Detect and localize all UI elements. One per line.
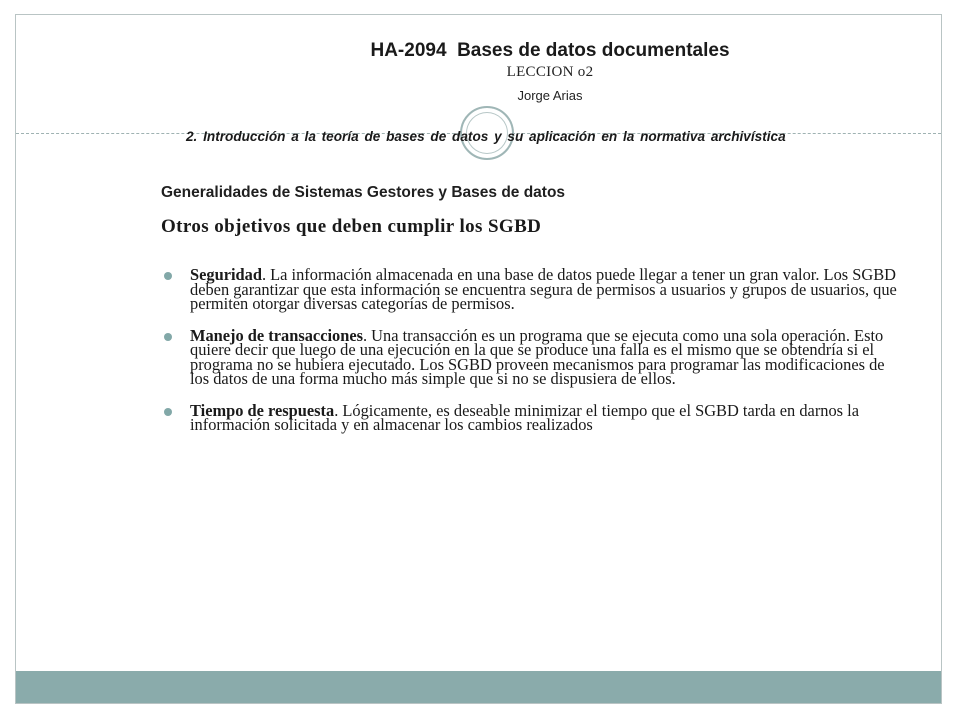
- bullet-term: Seguridad: [190, 265, 262, 284]
- bullet-term: Manejo de transacciones: [190, 325, 363, 345]
- list-item: [162, 265, 907, 313]
- bullet-list: [162, 265, 907, 450]
- bullet-text: . Lógicamente, es deseable minimizar el tiempo que el SGBD tarda en darnos la información solicitada y en almacenar los cambios realizados: [190, 400, 859, 434]
- footer-band: [16, 671, 941, 703]
- list-item: [162, 325, 907, 388]
- bullet-term: Tiempo de respuesta: [190, 400, 335, 420]
- bullet-icon: [164, 333, 172, 341]
- bullet-text: . La información almacenada en una base de datos puede llegar a tener un gran valor. Los SGBD deben garantizar que esta información se encuentra segura de permisos a usuarios y grupos de usuarios, que permiten otorgar diversas categorías de permisos.: [190, 265, 897, 313]
- section-title: Generalidades de Sistemas Gestores y Bases de datos: [161, 184, 566, 201]
- content-heading: Otros objetivos que deben cumplir los SGBD: [161, 216, 542, 237]
- bullet-text: . Una transacción es un programa que se ejecuta como una sola operación. Esto quiere decir que luego de una ejecución en la que se produce una falla es el mismo que se obtendría si el programa no se hubiera ejecutado. Los SGBD proveen mecanismos para programar las modificaciones de los datos de una forma mucho más simple que si no se dispusiera de ellos.: [190, 325, 885, 388]
- lesson-label: LECCION o2: [506, 64, 594, 80]
- slide-title: HA-2094 Bases de datos documentales: [370, 40, 730, 61]
- bullet-icon: [164, 272, 172, 280]
- author-name: Jorge Arias: [517, 88, 583, 103]
- bullet-icon: [164, 408, 172, 416]
- slide-subtitle: 2. Introducción a la teoría de bases de datos y su aplicación en la normativa archivística: [186, 129, 786, 144]
- list-item: [162, 400, 907, 434]
